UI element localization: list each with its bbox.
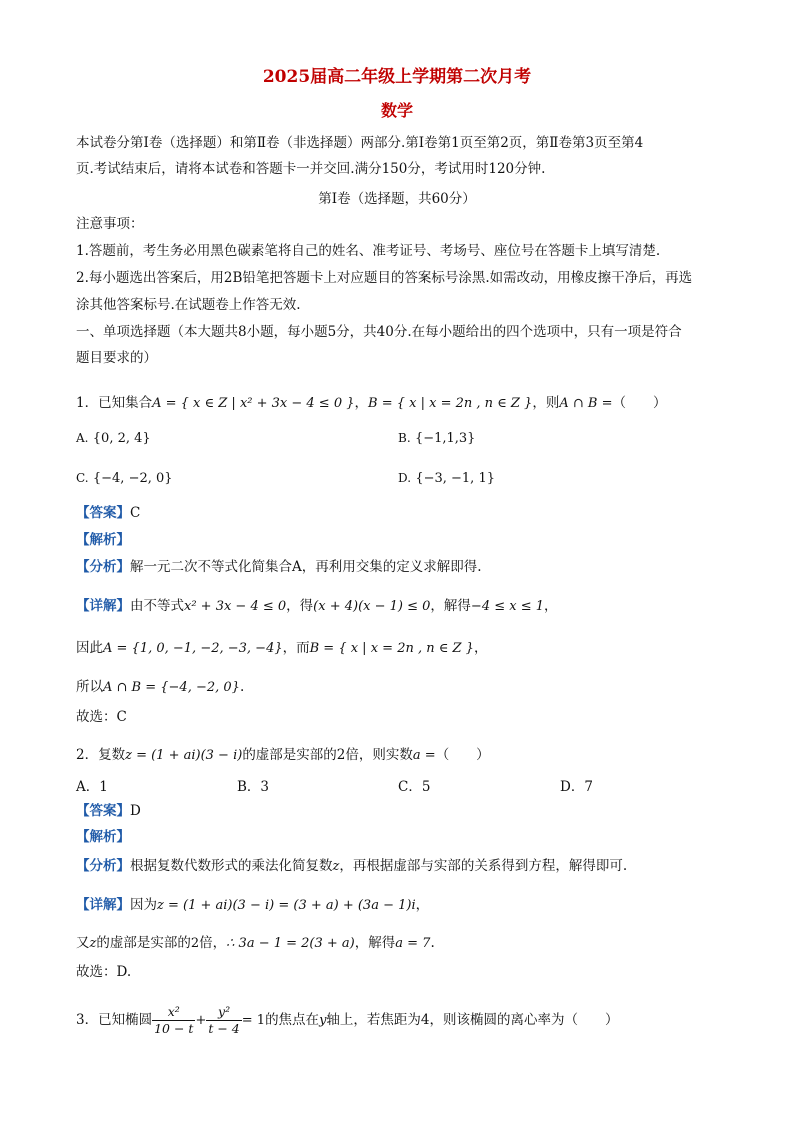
q1-option-c-label: C. [76, 471, 89, 485]
q3-fraction-1-numerator: x² [152, 1004, 195, 1021]
q1-option-c-value: {−4, −2, 0} [92, 471, 173, 486]
notice-item-2a: 2.每小题选出答案后，用2B铅笔把答题卡上对应题目的答案标号涂黑.如需改动，用橡皮擦干净后，再选 [76, 270, 693, 286]
fenxi-tag: 【分析】 [76, 559, 130, 575]
q2-d2-pre: 又 [76, 935, 90, 951]
q2-fenxi [76, 857, 627, 876]
notice-heading: 注意事项： [76, 216, 144, 232]
q1-answer-value: C [130, 505, 141, 521]
q1-detail-2 [76, 639, 487, 658]
q2-d2-math-2: 2 [190, 936, 200, 951]
q1-choose: 故选：C [76, 709, 127, 725]
analysis-tag: 【解析】 [76, 829, 130, 845]
q1-option-b-value: {−1,1,3} [414, 431, 476, 446]
q2-math-2: a = [412, 748, 436, 763]
q2-fenxi-pre: 根据复数代数形式的乘法化简复数 [130, 858, 333, 874]
q2-option-d: D．7 [560, 779, 593, 795]
q1-d3-end: . [239, 679, 245, 695]
q2-answer [76, 802, 141, 820]
q1-answer [76, 504, 140, 522]
q1-detail-3 [76, 678, 244, 697]
q1-paren: （ ） [612, 395, 667, 411]
q1-ask: A ∩ B = [559, 396, 613, 411]
q1-prefix: 1．已知集合 [76, 395, 153, 411]
q1-d1-math-3: −4 ≤ x ≤ 1 [470, 599, 545, 614]
q1-set-a: A = { x ∈ Z | x² + 3x − 4 ≤ 0 } [152, 396, 355, 411]
q1-option-c [76, 470, 173, 486]
section-heading-b: 题目要求的） [76, 350, 157, 366]
q2-d2-mid-3: ，解得 [354, 935, 396, 951]
q1-d2-math-2: B = { x | x = 2n , n ∈ Z } [309, 641, 474, 656]
q1-d3-pre: 所以 [76, 679, 103, 695]
q2-d2-math-4: a = 7 [395, 936, 431, 951]
q1-set-b: B = { x | x = 2n , n ∈ Z } [368, 396, 533, 411]
q1-fenxi [76, 558, 482, 576]
q1-d1-math-1: x² + 3x − 4 ≤ 0 [184, 599, 287, 614]
q1-d1-mid: ，得 [286, 598, 314, 614]
q2-detail-1 [76, 896, 429, 915]
notice-item-2b: 涂其他答案标号.在试题卷上作答无效. [76, 297, 301, 313]
q2-detail-2 [76, 934, 435, 953]
q2-paren: （ ） [435, 747, 490, 763]
answer-tag: 【答案】 [76, 505, 130, 521]
q1-d2-mid: ，而 [282, 640, 310, 656]
q3-fraction-2-numerator: y² [206, 1004, 241, 1021]
q1-option-a-value: {0, 2, 4} [92, 431, 151, 446]
question-3 [76, 1000, 619, 1041]
q3-prefix: 3．已知椭圆 [76, 1012, 153, 1028]
section-heading-a: 一、单项选择题（本大题共8小题，每小题5分，共40分.在每小题给出的四个选项中，只有一项是符合 [76, 324, 682, 340]
q3-equals: = 1 [241, 1013, 266, 1028]
q2-d1-pre: 因为 [130, 897, 157, 913]
detail-tag: 【详解】 [76, 897, 130, 913]
q2-d2-end: . [430, 935, 435, 951]
q1-then: ，则 [532, 395, 560, 411]
q1-d1-math-2: (x + 4)(x − 1) ≤ 0 [313, 599, 431, 614]
intro-line-1: 本试卷分第Ⅰ卷（选择题）和第Ⅱ卷（非选择题）两部分.第Ⅰ卷第1页至第2页，第Ⅱ卷第3页至第4 [76, 135, 644, 151]
q2-d2-mid: 的虚部是实部的 [96, 935, 191, 951]
q2-d2-math-3: ∴ 3a − 1 = 2(3 + a) [226, 936, 355, 951]
q2-option-c: C．5 [398, 779, 431, 795]
q2-option-b: B．3 [237, 779, 270, 795]
q2-math-1: z = (1 + ai)(3 − i) [125, 748, 243, 763]
q2-choose: 故选：D. [76, 964, 132, 980]
q1-analysis [76, 531, 130, 549]
q1-d1-end: ， [544, 598, 558, 614]
q1-d2-end: ， [473, 640, 488, 656]
q2-fenxi-math: z [332, 859, 340, 874]
q3-fraction-1 [152, 1004, 195, 1037]
intro-line-2: 页.考试结束后，请将本试卷和答题卡一并交回.满分150分，考试用时120分钟. [76, 161, 546, 177]
q2-option-a: A．1 [76, 779, 108, 795]
q2-d2-math-1: z [89, 936, 97, 951]
q1-fenxi-text: 解一元二次不等式化简集合A，再利用交集的定义求解即得. [130, 559, 482, 575]
q1-option-d-value: {−3, −1, 1} [415, 471, 495, 486]
q2-fenxi-post: ，再根据虚部与实部的关系得到方程，解得即可. [339, 858, 628, 874]
question-1 [76, 394, 666, 413]
q1-option-b [398, 430, 475, 446]
q1-d3-math: A ∩ B = {−4, −2, 0} [103, 680, 240, 695]
q3-fraction-2-denominator: t − 4 [208, 1021, 240, 1036]
q2-d1-end: ， [415, 897, 430, 913]
q1-d1-pre: 由不等式 [130, 598, 184, 614]
subject-title: 数学 [380, 101, 413, 120]
q2-mid: 的虚部是实部的2倍，则实数 [242, 747, 413, 763]
q1-detail-1 [76, 597, 558, 616]
q3-plus: + [195, 1013, 207, 1028]
part-one-heading: 第Ⅰ卷（选择题，共60分） [318, 191, 476, 207]
q3-fraction-1-denominator: 10 − t [154, 1021, 194, 1036]
q1-option-b-label: B. [398, 431, 411, 445]
q1-option-a [76, 430, 151, 446]
question-2 [76, 746, 490, 765]
fenxi-tag: 【分析】 [76, 858, 130, 874]
q1-d1-mid-2: ，解得 [430, 598, 471, 614]
answer-tag: 【答案】 [76, 803, 130, 819]
q2-d1-math: z = (1 + ai)(3 − i) = (3 + a) + (3a − 1)i [157, 898, 416, 913]
q3-fraction-2 [206, 1004, 241, 1037]
q2-answer-value: D [130, 803, 141, 819]
q1-comma: ， [354, 395, 369, 411]
q1-option-a-label: A. [76, 431, 89, 445]
q2-d2-mid-2: 倍， [199, 935, 227, 951]
q1-option-d-label: D. [398, 471, 412, 485]
q3-axis: y [319, 1013, 327, 1028]
q1-option-d [398, 470, 495, 486]
q2-prefix: 2．复数 [76, 747, 126, 763]
q2-analysis [76, 828, 130, 846]
detail-tag: 【详解】 [76, 598, 130, 614]
q3-mid: 的焦点在 [265, 1012, 320, 1028]
q1-d2-pre: 因此 [76, 640, 103, 656]
q1-d2-math-1: A = {1, 0, −1, −2, −3, −4} [103, 641, 283, 656]
notice-item-1: 1.答题前，考生务必用黑色碳素笔将自己的姓名、准考证号、考场号、座位号在答题卡上填写清楚. [76, 243, 661, 259]
q3-post: 轴上，若焦距为4，则该椭圆的离心率为（ ） [326, 1012, 619, 1028]
exam-title: 2025届高二年级上学期第二次月考 [262, 67, 532, 87]
analysis-tag: 【解析】 [76, 532, 130, 548]
